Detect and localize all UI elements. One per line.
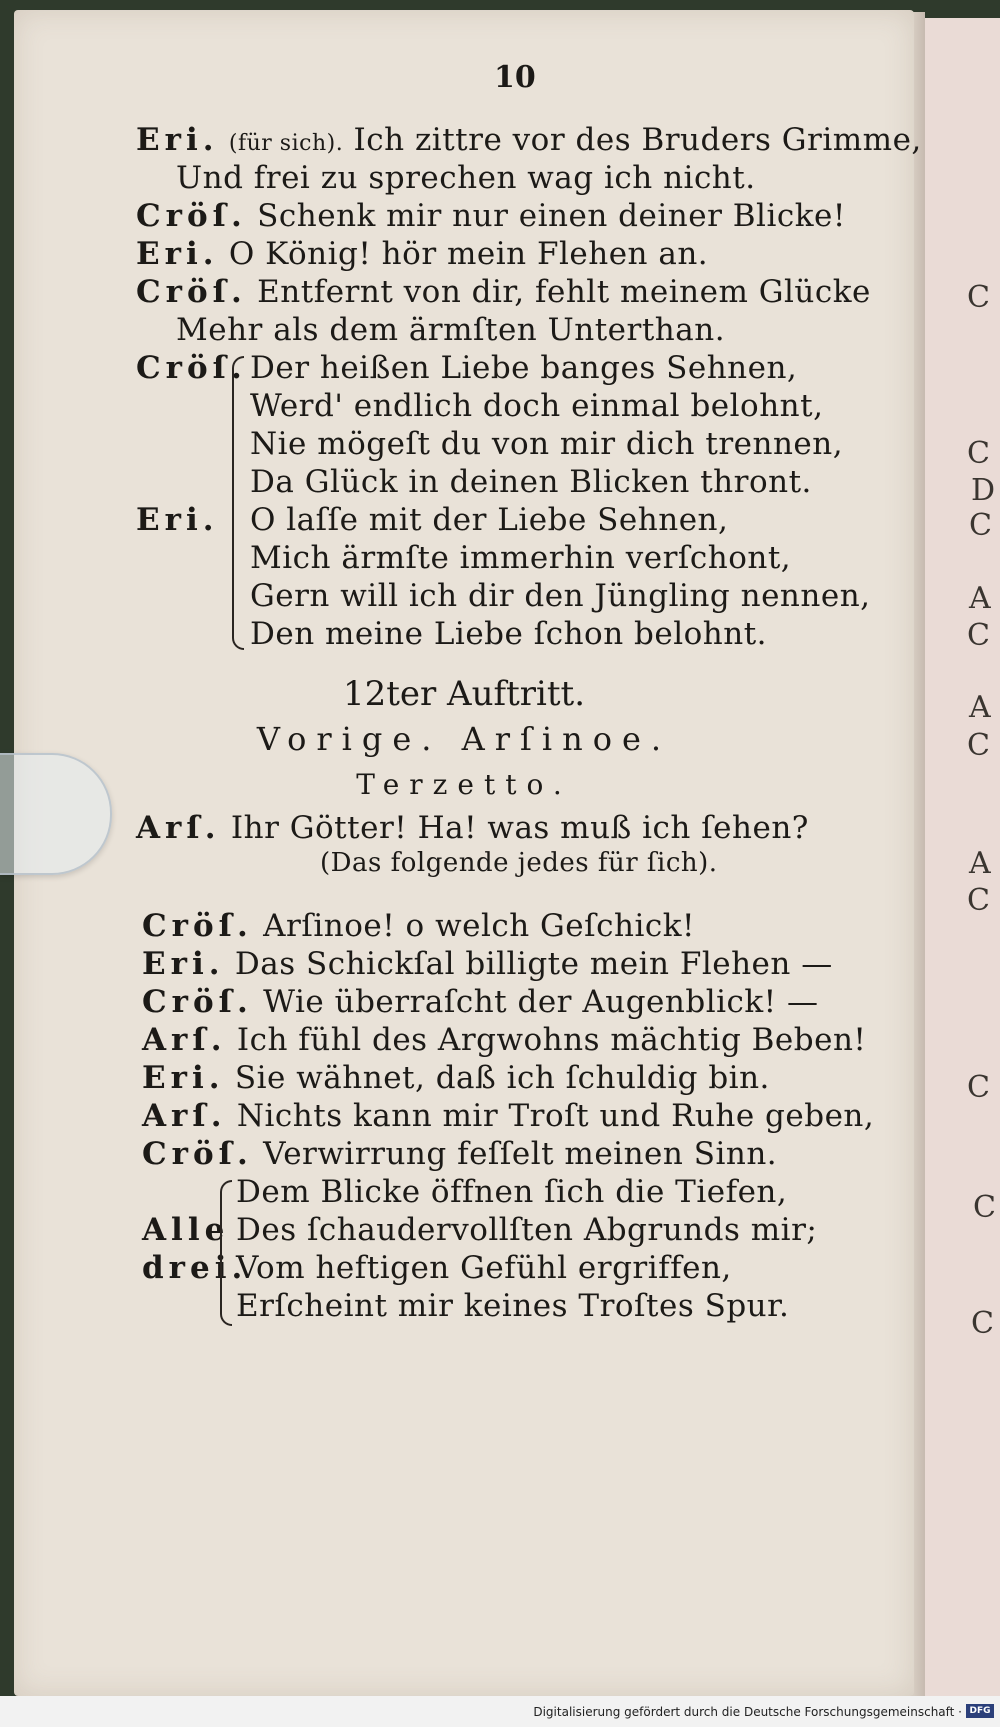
dialogue-line <box>142 1098 874 1134</box>
line-text: Ich zittre vor des Bruders Grimme, <box>353 122 922 158</box>
line-text: Arſinoe! o welch Geſchick! <box>263 908 695 944</box>
dialogue-line <box>176 160 756 196</box>
speaker-label: Cröſ. <box>136 198 247 234</box>
speaker-label: Eri. <box>136 236 219 272</box>
speaker-label: Eri. <box>142 946 225 982</box>
terzetto-heading: Terzetto. <box>356 768 572 801</box>
verse-line: O laſſe mit der Liebe Sehnen, <box>250 502 729 538</box>
dialogue-line <box>142 908 695 944</box>
speaker-label: Cröſ. <box>142 1136 253 1172</box>
speaker-brace <box>220 1180 232 1326</box>
line-text: Ich fühl des Argwohns mächtig Beben! <box>236 1022 867 1058</box>
verse-line: Gern will ich dir den Jüngling nennen, <box>250 578 871 614</box>
line-text: Schenk mir nur einen deiner Blicke! <box>257 198 846 234</box>
line-text: Nichts kann mir Troſt und Ruhe geben, <box>236 1098 875 1134</box>
line-text: O König! hör mein Flehen an. <box>228 236 709 272</box>
verse-line: Des ſchaudervollſten Abgrunds mir; <box>236 1212 818 1248</box>
dialogue-line <box>136 236 708 272</box>
stage-direction: (Das folgende jedes für ſich). <box>320 848 718 878</box>
verse-line: Da Glück in deinen Blicken thront. <box>250 464 812 500</box>
margin-letter: D <box>971 473 996 508</box>
verse-line: Der heißen Liebe banges Sehnen, <box>250 350 798 386</box>
speaker-label: Cröſ. <box>136 350 247 386</box>
speaker-label: Eri. <box>142 1060 225 1096</box>
speaker-label: drei. <box>142 1250 248 1286</box>
verse-line: Erſcheint mir keines Troſtes Spur. <box>236 1288 790 1324</box>
margin-letter: C <box>967 728 990 763</box>
line-text: Und frei zu sprechen wag ich nicht. <box>176 160 756 196</box>
verse-line: Den meine Liebe ſchon belohnt. <box>250 616 768 652</box>
verse-line: Nie mögeſt du von mir dich trennen, <box>250 426 844 462</box>
speaker-label: Cröſ. <box>136 274 247 310</box>
dialogue-line <box>142 946 833 982</box>
margin-letter: C <box>967 883 990 918</box>
speaker-label: Alle <box>142 1212 230 1248</box>
page-number: 10 <box>494 60 536 95</box>
dialogue-line <box>142 1022 866 1058</box>
dialogue-line <box>142 1060 770 1096</box>
aside-direction: (für sich). <box>228 131 344 156</box>
line-text: Entfernt von dir, fehlt meinem Glücke <box>257 274 871 310</box>
line-text: Verwirrung feſſelt meinen Sinn. <box>263 1136 778 1172</box>
dialogue-line <box>176 312 725 348</box>
margin-letter: C <box>967 436 990 471</box>
margin-letter: C <box>969 508 992 543</box>
speaker-label: Arſ. <box>142 1022 227 1058</box>
next-page-edge <box>925 18 1000 1698</box>
line-text: Mehr als dem ärmſten Unterthan. <box>176 312 726 348</box>
dialogue-line <box>136 274 871 310</box>
verse-line: Mich ärmſte immerhin verſchont, <box>250 540 792 576</box>
dialogue-line <box>142 984 819 1020</box>
dialogue-line <box>136 122 922 158</box>
margin-letter: C <box>973 1190 996 1225</box>
verse-line: Werd' endlich doch einmal belohnt, <box>250 388 824 424</box>
speaker-label: Eri. <box>136 122 219 158</box>
line-text: Wie überraſcht der Augenblick! — <box>263 984 819 1020</box>
line-text: Das Schickſal billigte mein Flehen — <box>234 946 833 982</box>
line-text: Ihr Götter! Ha! was muß ich ſehen? <box>230 810 809 846</box>
dialogue-line <box>142 1136 777 1172</box>
speaker-brace <box>232 356 244 650</box>
margin-letter: C <box>967 618 990 653</box>
speaker-label: Cröſ. <box>142 908 253 944</box>
margin-letter: A <box>969 581 991 616</box>
verse-line: Dem Blicke öffnen ſich die Tiefen, <box>236 1174 788 1210</box>
scene-persons: Vorige. Arſinoe. <box>256 720 672 758</box>
verse-line: Vom heftigen Gefühl ergriffen, <box>236 1250 732 1286</box>
footer-credit: Digitalisierung gefördert durch die Deutsche Forschungsgemeinschaft · <box>533 1705 962 1719</box>
margin-letter: A <box>969 690 991 725</box>
margin-letter: C <box>971 1306 994 1341</box>
margin-letter: A <box>969 846 991 881</box>
scene-heading: 12ter Auftritt. <box>342 674 586 714</box>
speaker-label: Arſ. <box>136 810 221 846</box>
dialogue-line <box>136 198 846 234</box>
margin-letter: C <box>967 280 990 315</box>
dfg-logo: DFG <box>966 1704 994 1718</box>
dialogue-line <box>136 810 809 846</box>
line-text: Sie wähnet, daß ich ſchuldig bin. <box>234 1060 770 1096</box>
speaker-label: Arſ. <box>142 1098 227 1134</box>
book-page <box>14 10 922 1696</box>
speaker-label: Eri. <box>136 502 219 538</box>
margin-letter: C <box>967 1070 990 1105</box>
speaker-label: Cröſ. <box>142 984 253 1020</box>
